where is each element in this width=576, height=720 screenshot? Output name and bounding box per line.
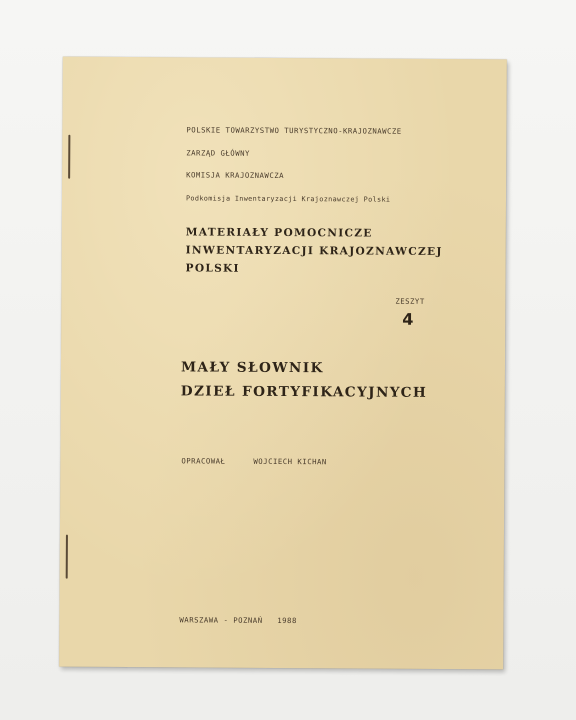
imprint: WARSZAWA - POZNAŃ 1988 xyxy=(179,615,297,626)
main-title-line1: MAŁY SŁOWNIK xyxy=(180,359,324,377)
staple-bottom xyxy=(66,535,68,579)
organization-board: ZARZĄD GŁÓWNY xyxy=(186,148,250,158)
organization-commission: KOMISJA KRAJOZNAWCZA xyxy=(186,170,285,181)
main-title-line2: DZIEŁ FORTYFIKACYJNYCH xyxy=(180,383,428,401)
issue-label: ZESZYT xyxy=(395,296,425,306)
issue-number: 4 xyxy=(402,309,414,329)
series-title-line1: MATERIAŁY POMOCNICZE xyxy=(185,226,373,240)
organization-name: POLSKIE TOWARZYSTWO TURYSTYCZNO-KRAJOZNAWCZE xyxy=(186,125,402,136)
author-label: OPRACOWAŁ xyxy=(181,456,226,466)
booklet-cover xyxy=(59,57,507,670)
series-title-line2: INWENTARYZACJI KRAJOZNAWCZEJ xyxy=(185,244,443,258)
series-title-line3: POLSKI xyxy=(185,262,240,275)
organization-subcommission: Podkomisja Inwentaryzacji Krajoznawczej Polski xyxy=(185,194,391,204)
author-name: WOJCIECH KICHAN xyxy=(253,456,327,467)
staple-top xyxy=(68,135,70,179)
